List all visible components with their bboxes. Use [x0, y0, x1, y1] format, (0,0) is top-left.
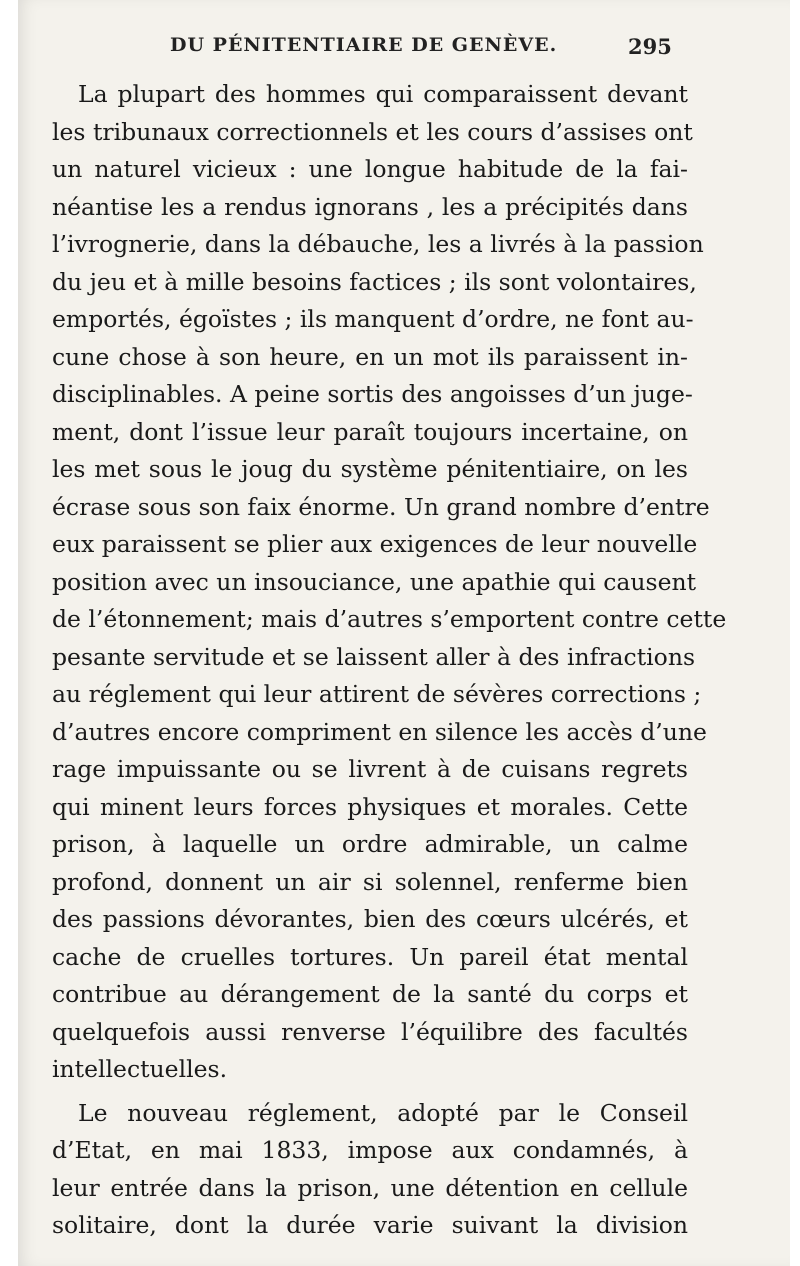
text-line: leur entrée dans la prison, une détention en cellule — [52, 1173, 688, 1202]
page-number: 295 — [628, 34, 672, 59]
text-line: pesante servitude et se laissent aller à des infractions — [52, 642, 696, 671]
running-title: DU PÉNITENTIAIRE DE GENÈVE. — [170, 34, 558, 56]
text-line: les met sous le joug du système pénitentiaire, on les — [52, 455, 688, 483]
text-line: l’ivrognerie, dans la débauche, les a livrés à la passion — [52, 230, 704, 258]
text-line: au réglement qui leur attirent de sévères corrections ; — [52, 680, 702, 708]
body-text — [52, 76, 727, 1245]
text-line: intellectuelles. — [52, 1055, 228, 1083]
text-line: d’Etat, en mai 1833, impose aux condamnés, à — [52, 1136, 688, 1164]
text-line: rage impuissante ou se livrent à de cuisans regrets — [52, 755, 688, 783]
text-line: prison, à laquelle un ordre admirable, un calme — [52, 830, 688, 858]
text-line: La plupart des hommes qui comparaissent devant — [78, 80, 688, 108]
text-line: ment, dont l’issue leur paraît toujours incertaine, on — [52, 417, 688, 446]
text-line: les tribunaux correctionnels et les cours d’assises ont — [52, 117, 693, 146]
paragraph-1 — [52, 76, 727, 1089]
text-line: un naturel vicieux : une longue habitude de la fai- — [52, 155, 688, 183]
text-line: écrase sous son faix énorme. Un grand nombre d’entre — [52, 492, 710, 521]
text-line: solitaire, dont la durée varie suivant la division — [52, 1211, 688, 1239]
text-line: quelquefois aussi renverse l’équilibre des facultés — [52, 1017, 688, 1046]
paragraph-2 — [52, 1095, 688, 1245]
text-line: contribue au dérangement de la santé du corps et — [52, 980, 688, 1008]
text-line: néantise les a rendus ignorans , les a précipités dans — [52, 192, 688, 221]
text-line: disciplinables. A peine sortis des angoisses d’un juge- — [52, 380, 693, 408]
text-line: cune chose à son heure, en un mot ils paraissent in- — [52, 342, 688, 371]
book-page — [18, 0, 790, 1266]
text-line: des passions dévorantes, bien des cœurs ulcérés, et — [52, 905, 688, 933]
text-line: Le nouveau réglement, adopté par le Conseil — [78, 1098, 688, 1127]
text-line: cache de cruelles tortures. Un pareil état mental — [52, 942, 688, 971]
text-line: d’autres encore compriment en silence les accès d’une — [52, 717, 707, 746]
text-line: profond, donnent un air si solennel, renferme bien — [52, 867, 688, 896]
text-line: de l’étonnement; mais d’autres s’emportent contre cette — [52, 605, 727, 633]
text-line: qui minent leurs forces physiques et morales. Cette — [52, 792, 688, 821]
text-line: emportés, égoïstes ; ils manquent d’ordre, ne font au- — [52, 305, 694, 333]
page-header — [18, 34, 790, 64]
text-line: du jeu et à mille besoins factices ; ils sont volontaires, — [52, 267, 697, 296]
text-line: position avec un insouciance, une apathie qui causent — [52, 567, 697, 596]
text-line: eux paraissent se plier aux exigences de leur nouvelle — [52, 530, 698, 558]
